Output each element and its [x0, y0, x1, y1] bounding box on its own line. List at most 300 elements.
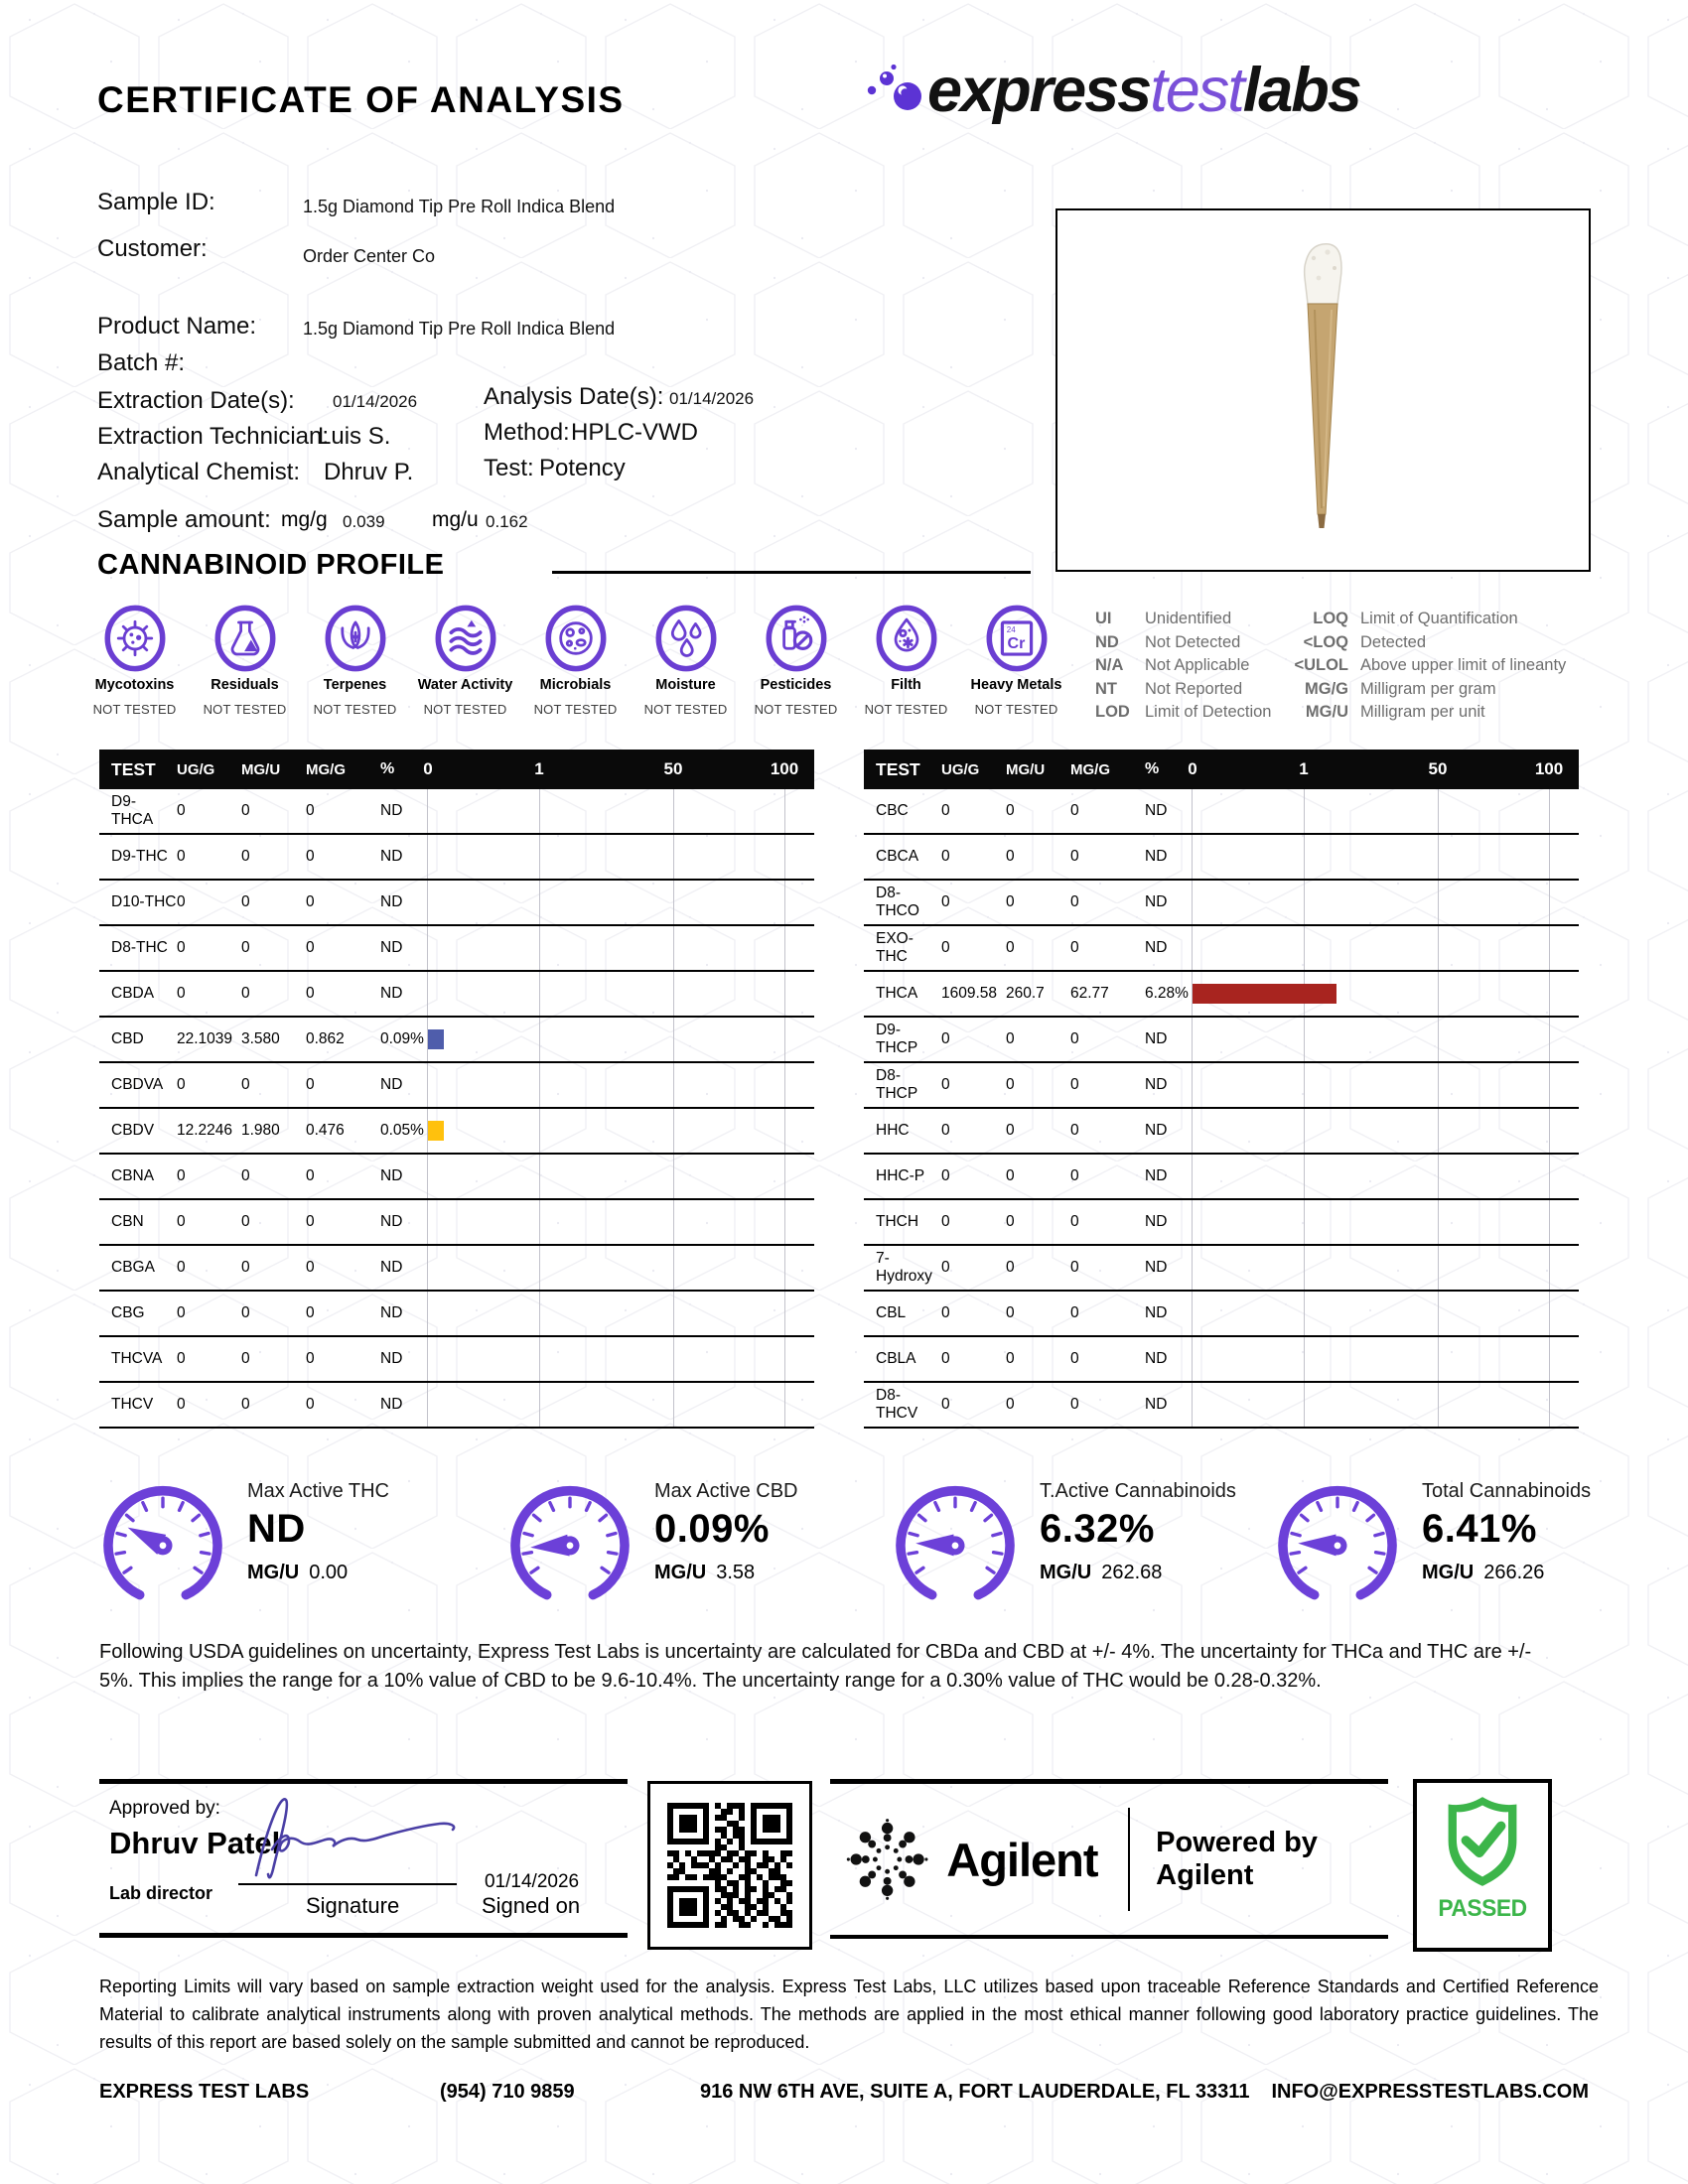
- svg-text:Cr: Cr: [1007, 634, 1025, 653]
- cell-pct: ND: [380, 1076, 403, 1093]
- cell-ugg: 0: [177, 939, 186, 956]
- screening-panel: [190, 604, 300, 717]
- extraction-technician-label: Extraction Technician:: [97, 423, 330, 450]
- cell-pct: ND: [380, 893, 403, 910]
- cell-pct: ND: [1145, 802, 1168, 819]
- cell-ugg: 0: [177, 848, 186, 865]
- qr-code-box: [647, 1781, 812, 1950]
- screening-panels: [79, 604, 1082, 717]
- cell-mgu: 0: [1006, 1396, 1015, 1413]
- mycotoxins-icon: [79, 604, 190, 673]
- gauge: [501, 1476, 797, 1602]
- logo-test: test: [1150, 56, 1243, 125]
- mg-g-label: mg/g: [281, 508, 328, 531]
- cell-mgu: 0: [1006, 802, 1015, 819]
- cell-test: 7-Hydroxy: [876, 1250, 932, 1285]
- analysis-date-value: 01/14/2026: [669, 389, 755, 408]
- cell-mgu: 0: [241, 1076, 250, 1093]
- approver-role: Lab director: [109, 1883, 213, 1903]
- cell-mgu: 0: [241, 1167, 250, 1184]
- cell-mgg: 0: [306, 1076, 315, 1093]
- cell-mgg: 0: [1070, 1167, 1079, 1184]
- col-mgu: MG/U: [1006, 760, 1046, 778]
- cell-test: CBN: [111, 1213, 144, 1230]
- cell-pct: 6.28%: [1145, 985, 1189, 1002]
- mg-u-value: 0.162: [486, 512, 528, 531]
- cell-test: HHC: [876, 1122, 910, 1139]
- legend-term: MG/U: [1305, 703, 1348, 722]
- table-row: [864, 1018, 1579, 1063]
- cell-ugg: 0: [941, 1030, 950, 1047]
- cell-pct: ND: [1145, 1259, 1168, 1276]
- screening-panel: [520, 604, 631, 717]
- gauge: [94, 1476, 389, 1602]
- panel-status: NOT TESTED: [533, 702, 618, 717]
- cell-mgg: 0: [306, 1167, 315, 1184]
- screening-panel: [851, 604, 961, 717]
- cell-mgg: 0.476: [306, 1122, 345, 1139]
- legend-definition: Not Applicable: [1145, 656, 1250, 675]
- cell-test: CBDA: [111, 985, 155, 1002]
- panel-label: Residuals: [211, 677, 279, 693]
- cell-test: CBLA: [876, 1350, 916, 1367]
- legend-term: UI: [1095, 610, 1112, 628]
- summary-gauges: [0, 1476, 1688, 1625]
- footer-disclaimer: Reporting Limits will vary based on sample extraction weight used for the analysis. Express Test Labs, LLC utilizes based upon traceable Reference Standards and Certified Reference Material to calibrate analytical instruments along with proven analytical methods. The methods are applied in the most ethical manner following good laboratory practice guidelines. The results of this report are based solely on the sample submitted and cannot be reproduced.: [99, 1977, 1599, 2052]
- table-row: [99, 835, 814, 881]
- cell-pct: ND: [1145, 1122, 1168, 1139]
- agilent-divider: [1128, 1808, 1131, 1911]
- agilent-section: [830, 1779, 1388, 1939]
- cell-test: CBNA: [111, 1167, 155, 1184]
- heavy-metals-icon: [961, 604, 1071, 673]
- legend-term: LOD: [1095, 703, 1130, 722]
- cell-mgg: 0: [1070, 1213, 1079, 1230]
- panel-status: NOT TESTED: [313, 702, 397, 717]
- col-pct: %: [1145, 760, 1160, 777]
- cannabinoid-table-right: [864, 750, 1579, 1429]
- scale-0: 0: [1188, 759, 1197, 778]
- cell-mgg: 0: [1070, 1396, 1079, 1413]
- legend-row: [1095, 608, 1271, 631]
- gauge-icon: [887, 1476, 1024, 1602]
- cell-mgu: 0: [1006, 1167, 1015, 1184]
- cell-ugg: 0: [177, 1213, 186, 1230]
- cell-mgg: 0: [1070, 1076, 1079, 1093]
- cell-test: CBL: [876, 1304, 907, 1321]
- panel-status: NOT TESTED: [203, 702, 287, 717]
- cell-ugg: 0: [941, 1259, 950, 1276]
- panel-status: NOT TESTED: [92, 702, 177, 717]
- svg-text:24: 24: [1006, 625, 1016, 635]
- cell-mgu: 3.580: [241, 1030, 280, 1047]
- table-row: [864, 972, 1579, 1018]
- cell-mgu: 0: [1006, 1122, 1015, 1139]
- cell-mgu: 1.980: [241, 1122, 280, 1139]
- cell-test: THCA: [876, 985, 918, 1002]
- cell-mgu: 0: [241, 1350, 250, 1367]
- batch-label: Batch #:: [97, 349, 186, 376]
- cell-mgu: 0: [1006, 1213, 1015, 1230]
- cell-ugg: 0: [941, 848, 950, 865]
- analytical-chemist-value: Dhruv P.: [324, 459, 414, 485]
- cell-test: D8-THCV: [876, 1387, 918, 1422]
- gauge-value: ND: [247, 1507, 306, 1551]
- table-row: [99, 1383, 814, 1429]
- row-bar: [428, 1121, 444, 1141]
- gauge-unit: [1040, 1562, 1236, 1584]
- legend-term: MG/G: [1305, 679, 1348, 698]
- col-ugg: UG/G: [941, 760, 980, 778]
- cell-test: D9-THCP: [876, 1022, 918, 1056]
- test-value: Potency: [539, 455, 626, 481]
- cell-pct: ND: [380, 1304, 403, 1321]
- gauge-unit-value: 0.00: [309, 1562, 349, 1583]
- legend-column-1: [1095, 608, 1271, 725]
- screening-panel: [300, 604, 410, 717]
- cell-mgu: 0: [241, 1304, 250, 1321]
- scale-1: 1: [534, 759, 544, 778]
- sample-id-label: Sample ID:: [97, 189, 215, 215]
- gauge-unit-label: MG/U: [1040, 1562, 1092, 1583]
- approval-box: [99, 1779, 628, 1938]
- cell-ugg: 0: [177, 802, 186, 819]
- col-test: TEST: [111, 758, 156, 779]
- gauge-value: 6.41%: [1422, 1507, 1537, 1551]
- gauge-unit-label: MG/U: [1422, 1562, 1475, 1583]
- gauge-text: [1040, 1480, 1236, 1584]
- gauge-unit-value: 262.68: [1101, 1562, 1163, 1583]
- legend-definition: Milligram per unit: [1360, 703, 1485, 722]
- cell-mgg: 0: [1070, 848, 1079, 865]
- logo-text: [927, 55, 1360, 126]
- panel-status: NOT TESTED: [423, 702, 507, 717]
- sample-id-value: 1.5g Diamond Tip Pre Roll Indica Blend: [303, 197, 616, 216]
- product-photo-box: [1055, 208, 1591, 572]
- legend-row: [1273, 631, 1566, 655]
- cell-mgg: 0: [1070, 802, 1079, 819]
- table-row: [99, 1063, 814, 1109]
- cell-pct: ND: [380, 1213, 403, 1230]
- cell-mgg: 0: [306, 1259, 315, 1276]
- cell-pct: 0.09%: [380, 1030, 424, 1047]
- gauge-unit: [247, 1562, 389, 1584]
- cell-mgg: 0: [1070, 1350, 1079, 1367]
- table-body: [864, 789, 1579, 1429]
- cell-ugg: 0: [941, 1213, 950, 1230]
- cell-ugg: 0: [941, 1076, 950, 1093]
- col-mgg: MG/G: [306, 760, 346, 778]
- row-bar: [428, 1029, 444, 1049]
- gauge-title: Max Active THC: [247, 1480, 389, 1502]
- cell-mgu: 0: [1006, 1259, 1015, 1276]
- cell-test: D9-THC: [111, 848, 168, 865]
- cell-mgu: 0: [241, 1396, 250, 1413]
- cannabinoid-table-left: [99, 750, 814, 1429]
- row-bar: [1193, 984, 1336, 1004]
- cell-mgu: 260.7: [1006, 985, 1045, 1002]
- cell-test: EXO-THC: [876, 930, 914, 965]
- screening-panel: [631, 604, 741, 717]
- cell-mgu: 0: [241, 985, 250, 1002]
- section-title: CANNABINOID PROFILE: [97, 549, 445, 581]
- footer-company: EXPRESS TEST LABS: [99, 2081, 310, 2103]
- cell-pct: ND: [1145, 1030, 1168, 1047]
- table-row: [99, 1292, 814, 1337]
- cell-mgg: 0: [306, 939, 315, 956]
- filth-icon: [851, 604, 961, 673]
- legend-definition: Not Detected: [1145, 632, 1241, 651]
- legend-row: [1095, 654, 1271, 678]
- cell-mgg: 0: [306, 802, 315, 819]
- table-row: [864, 789, 1579, 835]
- approver-name: Dhruv Patel: [109, 1826, 281, 1860]
- logo-bubbles-icon: [864, 63, 925, 118]
- cell-mgg: 0: [306, 1304, 315, 1321]
- logo-express: express: [927, 56, 1151, 125]
- legend-row: [1095, 678, 1271, 702]
- gauge-unit-label: MG/U: [654, 1562, 707, 1583]
- gauge-title: Total Cannabinoids: [1422, 1480, 1592, 1502]
- table-row: [864, 1246, 1579, 1292]
- cell-ugg: 0: [941, 893, 950, 910]
- cell-mgu: 0: [241, 1213, 250, 1230]
- table-row: [864, 881, 1579, 926]
- gauge-icon: [1269, 1476, 1406, 1602]
- scale-50: 50: [1428, 759, 1448, 778]
- legend-row: [1273, 701, 1566, 725]
- scale-100: 100: [1534, 759, 1564, 778]
- table-row: [864, 1292, 1579, 1337]
- qr-code-icon: [663, 1799, 796, 1932]
- scale-100: 100: [770, 759, 799, 778]
- cell-mgu: 0: [1006, 1030, 1015, 1047]
- legend-definition: Milligram per gram: [1360, 679, 1496, 698]
- agilent-name: Agilent: [946, 1833, 1098, 1886]
- table-body: [99, 789, 814, 1429]
- gauge-unit-label: MG/U: [247, 1562, 300, 1583]
- analytical-chemist-label: Analytical Chemist:: [97, 459, 301, 485]
- cell-ugg: 12.2246: [177, 1122, 233, 1139]
- residuals-icon: [190, 604, 300, 673]
- approved-by-label: Approved by:: [109, 1798, 220, 1819]
- cell-mgu: 0: [241, 939, 250, 956]
- water-activity-icon: [410, 604, 520, 673]
- test-label: Test:: [484, 455, 534, 481]
- col-test: TEST: [876, 758, 920, 779]
- cell-pct: ND: [1145, 1213, 1168, 1230]
- passed-shield-icon: [1438, 1793, 1527, 1890]
- table-row: [99, 1337, 814, 1383]
- page-title: CERTIFICATE OF ANALYSIS: [97, 79, 625, 120]
- panel-label: Heavy Metals: [970, 677, 1062, 693]
- cell-pct: ND: [380, 802, 403, 819]
- cell-mgu: 0: [1006, 848, 1015, 865]
- section-title-rule: [552, 571, 1031, 574]
- panel-label: Filth: [891, 677, 921, 693]
- cell-ugg: 0: [177, 1076, 186, 1093]
- scale-50: 50: [663, 759, 683, 778]
- passed-badge: [1413, 1779, 1552, 1952]
- cell-ugg: 0: [177, 1396, 186, 1413]
- panel-label: Mycotoxins: [94, 677, 175, 693]
- moisture-icon: [631, 604, 741, 673]
- gauge-unit: [654, 1562, 797, 1584]
- gauge-unit: [1422, 1562, 1591, 1584]
- cell-ugg: 0: [941, 1396, 950, 1413]
- table-header: [99, 750, 814, 789]
- legend-term: LOQ: [1313, 610, 1348, 628]
- col-ugg: UG/G: [177, 760, 215, 778]
- table-row: [99, 1109, 814, 1155]
- cell-mgu: 0: [1006, 893, 1015, 910]
- cell-test: CBDVA: [111, 1076, 164, 1093]
- panel-label: Microbials: [539, 677, 612, 693]
- cell-mgg: 0: [306, 848, 315, 865]
- cell-pct: ND: [380, 1167, 403, 1184]
- cell-ugg: 0: [941, 1167, 950, 1184]
- cell-test: D10-THC: [111, 893, 177, 910]
- cell-ugg: 0: [941, 1304, 950, 1321]
- footer-email: INFO@EXPRESSTESTLABS.COM: [1271, 2081, 1589, 2103]
- product-name-label: Product Name:: [97, 313, 257, 340]
- customer-value: Order Center Co: [303, 246, 436, 266]
- agilent-starburst-icon: [844, 1810, 930, 1909]
- gauge-title: T.Active Cannabinoids: [1040, 1480, 1236, 1502]
- cell-mgu: 0: [241, 893, 250, 910]
- screening-panel: [961, 604, 1071, 717]
- agilent-tagline: Powered by Agilent: [1156, 1827, 1318, 1891]
- col-pct: %: [380, 760, 395, 777]
- screening-panel: [741, 604, 851, 717]
- legend-term: <LOQ: [1303, 632, 1348, 651]
- pesticides-icon: [741, 604, 851, 673]
- cell-ugg: 0: [177, 1350, 186, 1367]
- cell-ugg: 0: [941, 802, 950, 819]
- cell-mgg: 0: [1070, 893, 1079, 910]
- panel-label: Pesticides: [760, 677, 832, 693]
- cell-test: CBG: [111, 1304, 145, 1321]
- cell-ugg: 0: [941, 1122, 950, 1139]
- table-row: [99, 881, 814, 926]
- sample-amount-label: Sample amount:: [97, 506, 271, 533]
- table-row: [864, 926, 1579, 972]
- signature-caption: Signature: [306, 1893, 400, 1918]
- cell-test: D8-THCP: [876, 1067, 918, 1102]
- footer-address: 916 NW 6TH AVE, SUITE A, FORT LAUDERDALE, FL 33311: [700, 2081, 1250, 2103]
- panel-status: NOT TESTED: [864, 702, 948, 717]
- gauge-icon: [94, 1476, 231, 1602]
- gauge-value: 0.09%: [654, 1507, 770, 1551]
- table-row: [864, 1200, 1579, 1246]
- legend-row: [1095, 631, 1271, 655]
- col-mgg: MG/G: [1070, 760, 1110, 778]
- cell-ugg: 0: [177, 1304, 186, 1321]
- cell-test: D8-THCO: [876, 885, 919, 919]
- logo-labs: labs: [1242, 56, 1360, 125]
- legend-definition: Limit of Quantification: [1360, 610, 1518, 628]
- cell-pct: ND: [1145, 848, 1168, 865]
- cell-ugg: 0: [941, 1350, 950, 1367]
- cell-mgg: 0: [1070, 939, 1079, 956]
- cell-mgg: 0: [306, 985, 315, 1002]
- panel-label: Moisture: [655, 677, 716, 693]
- cell-ugg: 0: [177, 1167, 186, 1184]
- cell-mgg: 0: [306, 893, 315, 910]
- cell-mgg: 0: [1070, 1259, 1079, 1276]
- cell-pct: ND: [1145, 1304, 1168, 1321]
- cell-test: CBDV: [111, 1122, 155, 1139]
- table-row: [864, 1063, 1579, 1109]
- gauge-unit-value: 266.26: [1483, 1562, 1545, 1583]
- cell-mgg: 0: [1070, 1122, 1079, 1139]
- gauge: [1269, 1476, 1591, 1602]
- screening-panel: [79, 604, 190, 717]
- gauge-unit-value: 3.58: [716, 1562, 756, 1583]
- table-row: [864, 1109, 1579, 1155]
- cell-mgg: 0: [306, 1213, 315, 1230]
- panel-status: NOT TESTED: [754, 702, 838, 717]
- preroll-product-image: [1057, 210, 1585, 566]
- cell-mgg: 0: [306, 1396, 315, 1413]
- legend-definition: Above upper limit of lineanty: [1360, 656, 1567, 675]
- extraction-date-value: 01/14/2026: [333, 392, 418, 411]
- legend-definition: Limit of Detection: [1145, 703, 1272, 722]
- cell-test: CBC: [876, 802, 909, 819]
- cell-test: CBGA: [111, 1259, 155, 1276]
- legend-term: <ULOL: [1294, 656, 1348, 675]
- scale-1: 1: [1299, 759, 1309, 778]
- gauge-text: [247, 1480, 389, 1584]
- cell-test: D8-THC: [111, 939, 168, 956]
- legend-term: NT: [1095, 679, 1117, 698]
- extraction-technician-value: Luis S.: [318, 423, 391, 450]
- table-row: [99, 926, 814, 972]
- gauge-icon: [501, 1476, 638, 1602]
- table-row: [864, 1337, 1579, 1383]
- cell-ugg: 0: [177, 1259, 186, 1276]
- cell-test: CBCA: [876, 848, 919, 865]
- cell-mgu: 0: [241, 848, 250, 865]
- cell-mgu: 0: [241, 1259, 250, 1276]
- cell-ugg: 0: [177, 985, 186, 1002]
- cell-mgu: 0: [1006, 1076, 1015, 1093]
- cell-ugg: 0: [941, 939, 950, 956]
- cell-ugg: 0: [177, 893, 186, 910]
- col-mgu: MG/U: [241, 760, 281, 778]
- cell-pct: ND: [1145, 1076, 1168, 1093]
- legend-term: N/A: [1095, 656, 1124, 675]
- signature-line: [238, 1883, 457, 1885]
- legend-row: [1095, 701, 1271, 725]
- microbials-icon: [520, 604, 631, 673]
- gauge-text: [1422, 1480, 1591, 1584]
- cell-pct: ND: [380, 985, 403, 1002]
- signed-on-label: Signed on: [482, 1893, 581, 1918]
- cell-test: CBD: [111, 1030, 144, 1047]
- cell-pct: 0.05%: [380, 1122, 424, 1139]
- cell-test: HHC-P: [876, 1167, 925, 1184]
- table-row: [99, 1018, 814, 1063]
- table-row: [99, 1155, 814, 1200]
- panel-status: NOT TESTED: [974, 702, 1058, 717]
- mg-u-label: mg/u: [432, 508, 479, 531]
- cell-mgg: 62.77: [1070, 985, 1109, 1002]
- customer-label: Customer:: [97, 235, 208, 262]
- cell-pct: ND: [1145, 939, 1168, 956]
- cell-test: THCV: [111, 1396, 154, 1413]
- legend-row: [1273, 654, 1566, 678]
